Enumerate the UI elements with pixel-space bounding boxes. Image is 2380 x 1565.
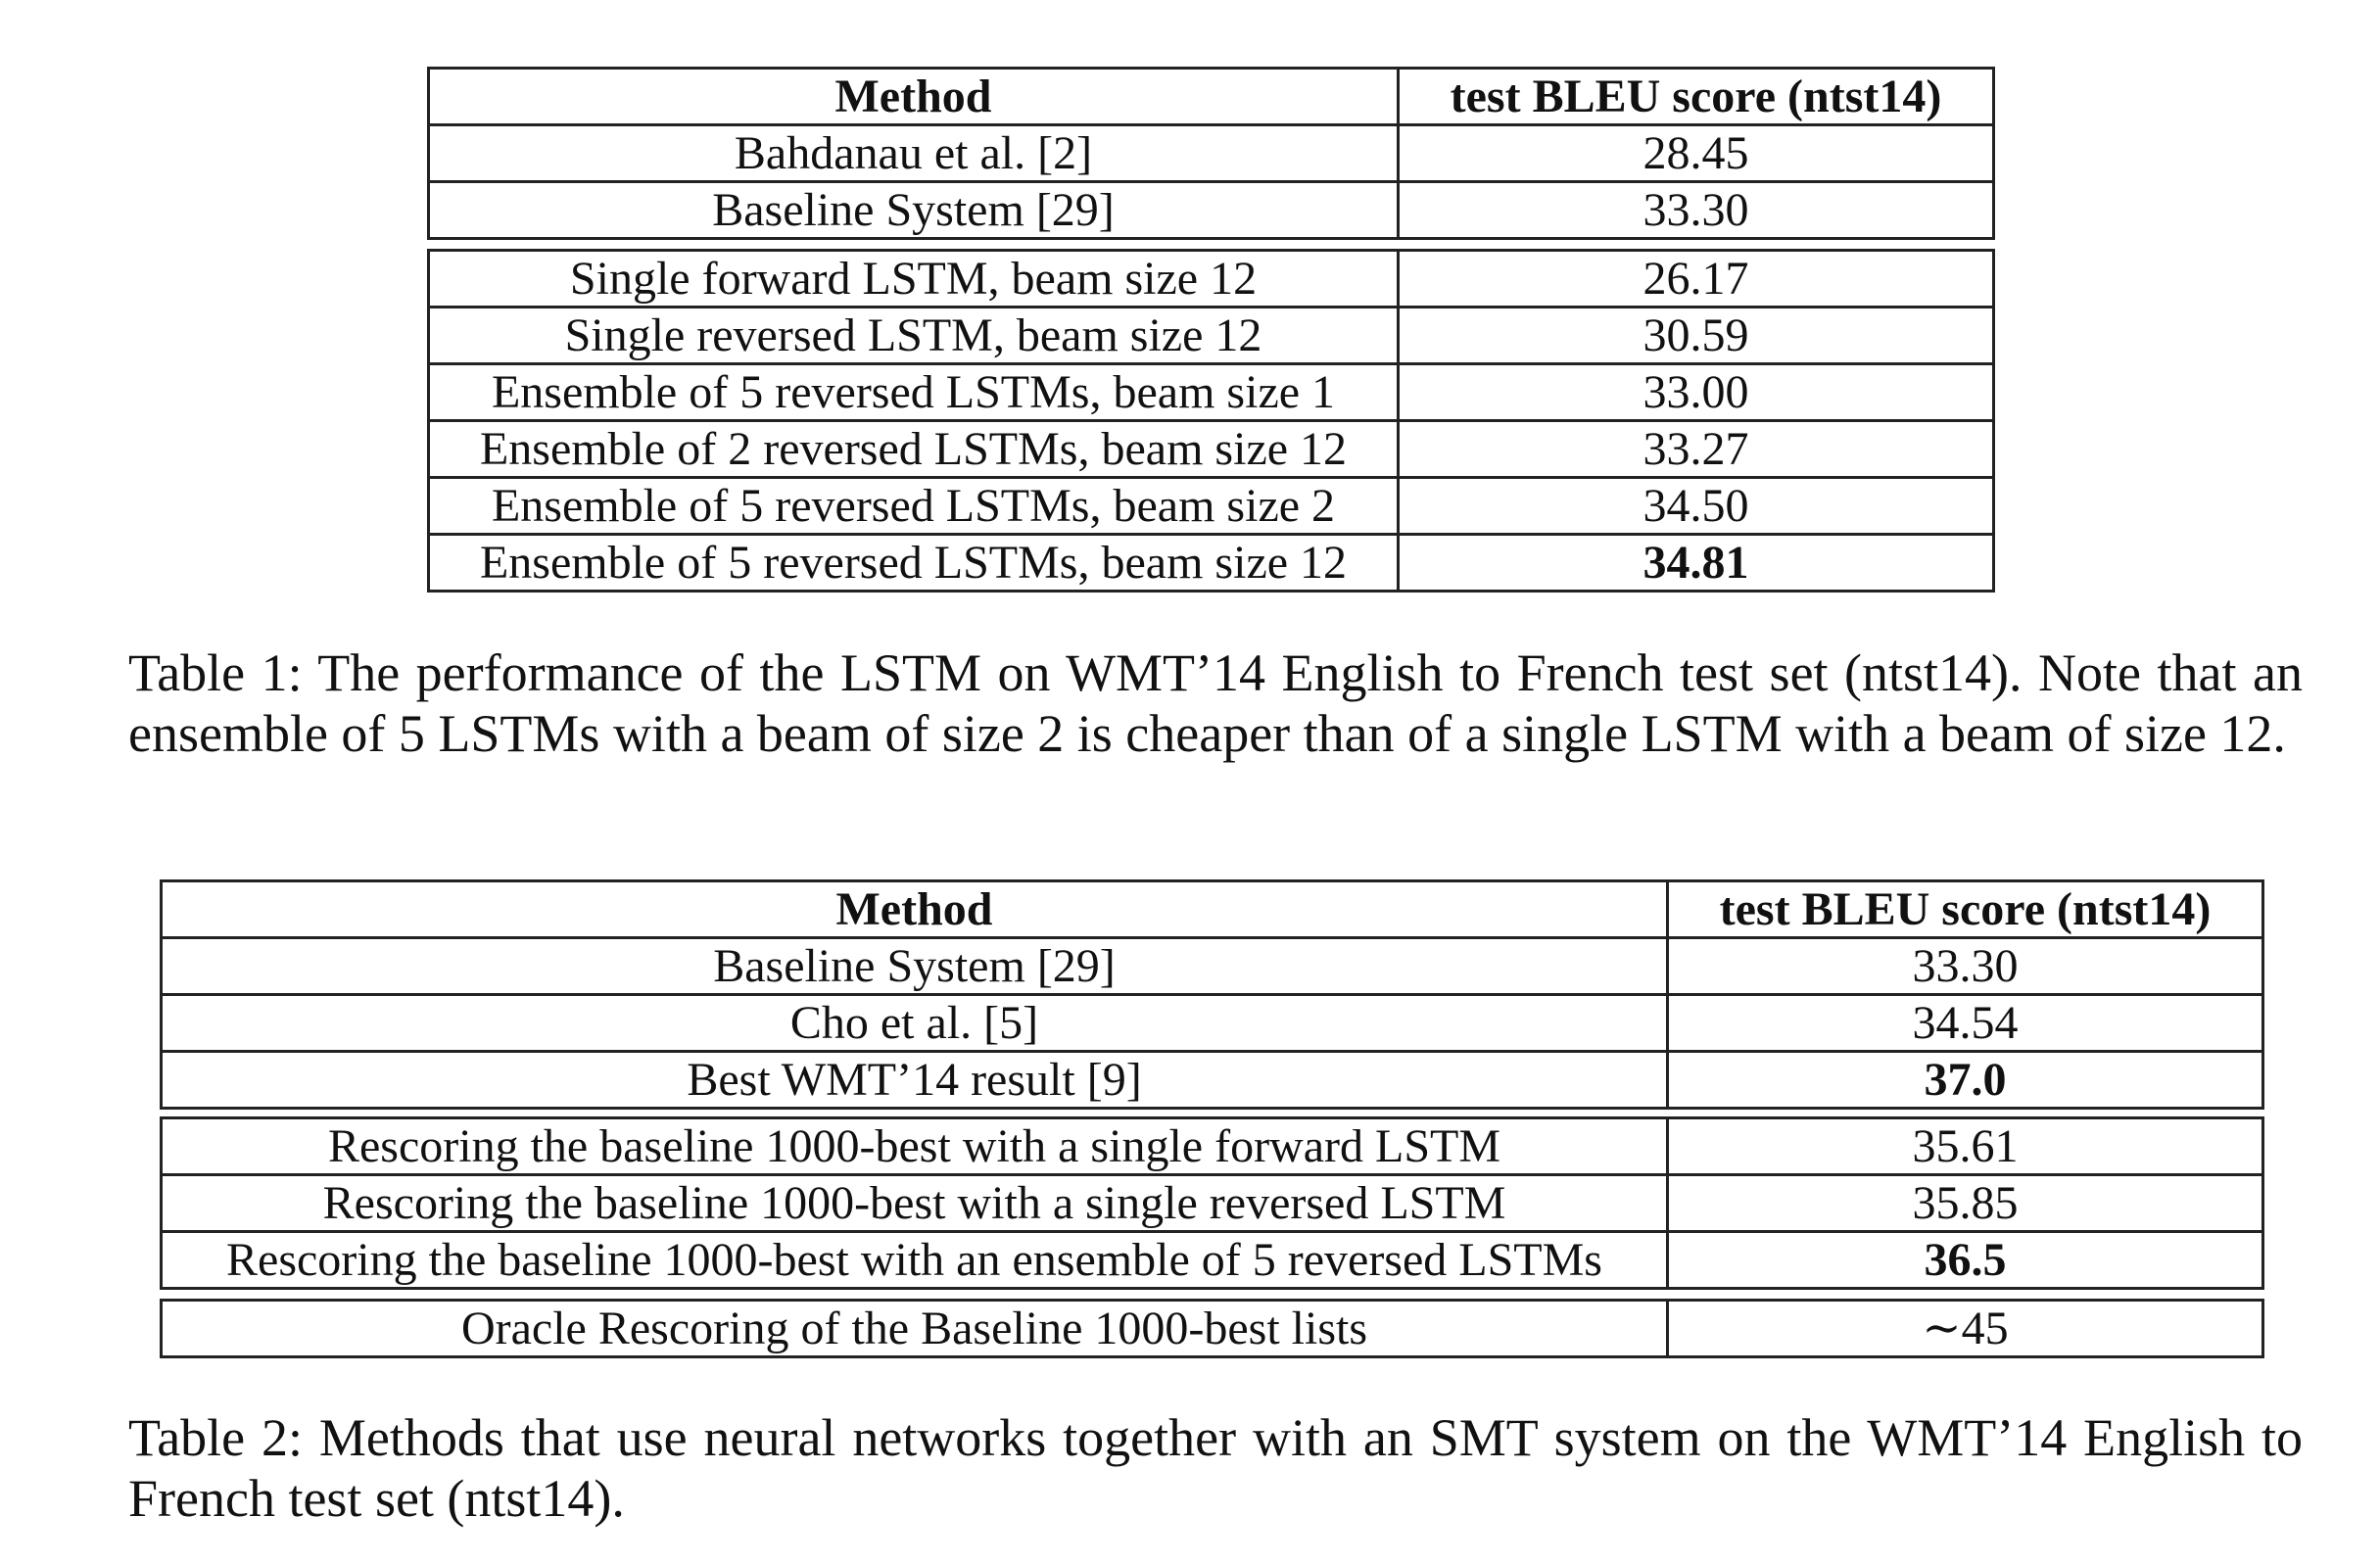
score-cell: 35.61 <box>1668 1118 2263 1175</box>
score-cell: 34.54 <box>1668 995 2263 1052</box>
table-header-row <box>429 69 1994 125</box>
table2-middle-block <box>160 1116 2264 1290</box>
table2-bottom-block <box>160 1299 2264 1358</box>
method-cell: Baseline System [29] <box>429 182 1399 239</box>
method-cell: Rescoring the baseline 1000-best with a single forward LSTM <box>162 1118 1668 1175</box>
table-row <box>429 251 1994 308</box>
table-row <box>162 1052 2263 1109</box>
table-row <box>429 308 1994 364</box>
score-cell: 35.85 <box>1668 1175 2263 1232</box>
table-row <box>429 125 1994 182</box>
method-cell: Ensemble of 5 reversed LSTMs, beam size 12 <box>429 535 1399 592</box>
table-row <box>162 995 2263 1052</box>
table2-caption: Table 2: Methods that use neural networks together with an SMT system on the WMT’14 English to French test set (ntst14). <box>128 1408 2303 1528</box>
score-cell: 36.5 <box>1668 1232 2263 1289</box>
table-row <box>162 1118 2263 1175</box>
method-cell: Ensemble of 5 reversed LSTMs, beam size 1 <box>429 364 1399 421</box>
score-cell: 33.30 <box>1668 938 2263 995</box>
score-column-header: test BLEU score (ntst14) <box>1399 69 1994 125</box>
table-row <box>162 1301 2263 1357</box>
score-cell: 28.45 <box>1399 125 1994 182</box>
table2-top-block <box>160 879 2264 1110</box>
method-cell: Single forward LSTM, beam size 12 <box>429 251 1399 308</box>
score-cell: 33.00 <box>1399 364 1994 421</box>
method-column-header: Method <box>429 69 1399 125</box>
table-row <box>429 421 1994 478</box>
method-cell: Bahdanau et al. [2] <box>429 125 1399 182</box>
score-cell: 26.17 <box>1399 251 1994 308</box>
method-cell: Cho et al. [5] <box>162 995 1668 1052</box>
table1-top-block <box>427 67 1995 240</box>
table-row <box>429 535 1994 592</box>
score-cell: 33.27 <box>1399 421 1994 478</box>
method-cell: Rescoring the baseline 1000-best with an ensemble of 5 reversed LSTMs <box>162 1232 1668 1289</box>
table-row <box>162 1175 2263 1232</box>
table-header-row <box>162 881 2263 938</box>
method-column-header: Method <box>162 881 1668 938</box>
score-cell: 34.81 <box>1399 535 1994 592</box>
method-cell: Rescoring the baseline 1000-best with a single reversed LSTM <box>162 1175 1668 1232</box>
score-cell: 37.0 <box>1668 1052 2263 1109</box>
method-cell: Baseline System [29] <box>162 938 1668 995</box>
method-cell: Ensemble of 5 reversed LSTMs, beam size 2 <box>429 478 1399 535</box>
score-cell: ∼45 <box>1668 1301 2263 1357</box>
score-cell: 34.50 <box>1399 478 1994 535</box>
table-row <box>429 364 1994 421</box>
table-row <box>429 182 1994 239</box>
method-cell: Best WMT’14 result [9] <box>162 1052 1668 1109</box>
table-row <box>162 1232 2263 1289</box>
method-cell: Oracle Rescoring of the Baseline 1000-best lists <box>162 1301 1668 1357</box>
score-column-header: test BLEU score (ntst14) <box>1668 881 2263 938</box>
table-row <box>429 478 1994 535</box>
method-cell: Ensemble of 2 reversed LSTMs, beam size 12 <box>429 421 1399 478</box>
table1-bottom-block <box>427 249 1995 593</box>
score-cell: 33.30 <box>1399 182 1994 239</box>
score-cell: 30.59 <box>1399 308 1994 364</box>
table-row <box>162 938 2263 995</box>
table1-caption: Table 1: The performance of the LSTM on WMT’14 English to French test set (ntst14). Note that an ensemble of 5 LSTMs with a beam of size 2 is cheaper than of a single LSTM with a beam of size 12. <box>128 643 2303 763</box>
method-cell: Single reversed LSTM, beam size 12 <box>429 308 1399 364</box>
